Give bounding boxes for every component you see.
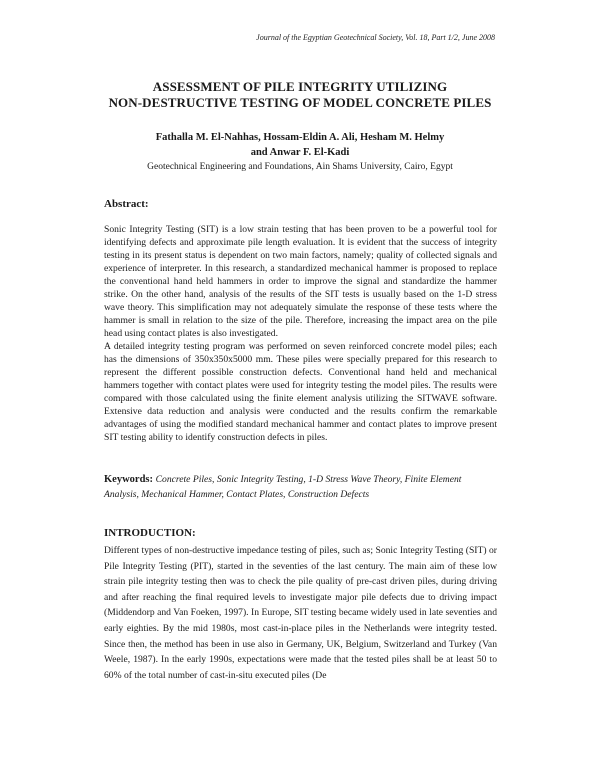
affiliation: Geotechnical Engineering and Foundations, Ain Shams University, Cairo, Egypt (147, 162, 453, 172)
keywords (104, 472, 497, 502)
introduction-paragraph: Different types of non-destructive impedance testing of piles, such as; Sonic Integrity Testing (SIT) or Pile Integrity Testing (PIT), started in the seventies of the last century. The main aim of these low strain pile integrity testing then was to check the pile quality of pre-cast driven piles, during driving and after reaching the final required levels to investigate major pile defects due to driving impact (Middendorp and Van Foeken, 1997). In Europe, SIT testing became widely used in late seventies and early eighties. By the mid 1980s, most cast-in-place piles in the Netherlands were integrity tested. Since then, the method has been in use also in Germany, UK, Belgium, Switzerland and Turkey (Van Weele, 1987). In the early 1990s, expectations were made that the tested piles shall be at least 50 to 60% of the total number of cast-in-situ executed piles (De (104, 545, 497, 681)
introduction-heading: INTRODUCTION: (104, 527, 196, 539)
abstract-paragraph-1: Sonic Integrity Testing (SIT) is a low strain testing that has been proven to be a powerful tool for identifying defects and approximate pile length evaluation. It is evident that the success of integrity testing in its present status is dependent on two main factors, namely; quality of collected signals and experience of interpreter. In this research, a standardized mechanical hammer is proposed to replace the conventional hand held hammers in order to improve the signal and standardize the hammer strike. On the other hand, analysis of the results of the SIT tests is usually based on the 1-D stress wave theory. This simplification may not adequately simulate the response of these tests where the hammer is small in relation to the size of the pile. Therefore, increasing the impact area on the pile head using contact plates is also investigated. (104, 224, 497, 339)
author-block (0, 130, 600, 174)
authors-line-2: and Anwar F. El-Kadi (250, 147, 350, 158)
authors-line-1: Fathalla M. El-Nahhas, Hossam-Eldin A. Ali, Hesham M. Helmy (155, 132, 445, 143)
title-line-1: ASSESSMENT OF PILE INTEGRITY UTILIZING (152, 79, 448, 94)
abstract-heading: Abstract: (104, 198, 149, 210)
abstract-paragraph-2: A detailed integrity testing program was performed on seven reinforced concrete model piles; each has the dimensions of 350x350x5000 mm. These piles were specially prepared for this research to represent the different possible construction defects. Conventional hand held and mechanical hammers together with contact plates were used for integrity testing the model piles. The results were compared with those calculated using the finite element analysis utilizing the SITWAVE software. Extensive data reduction and analysis were conducted and the results confirm the remarkable advantages of using the modified standard mechanical hammer and contact plates to improve present SIT testing ability to identify construction defects in piles. (104, 341, 497, 443)
paper-title (0, 79, 600, 111)
introduction-body (104, 543, 497, 683)
abstract-body (104, 223, 497, 444)
title-line-2: NON-DESTRUCTIVE TESTING OF MODEL CONCRETE PILES (108, 95, 492, 110)
running-header: Journal of the Egyptian Geotechnical Society, Vol. 18, Part 1/2, June 2008 (256, 33, 495, 42)
keywords-list: Concrete Piles, Sonic Integrity Testing, 1-D Stress Wave Theory, Finite Element Analysis, Mechanical Hammer, Contact Plates, Construction Defects (104, 474, 462, 500)
keywords-label: Keywords: (104, 474, 156, 485)
